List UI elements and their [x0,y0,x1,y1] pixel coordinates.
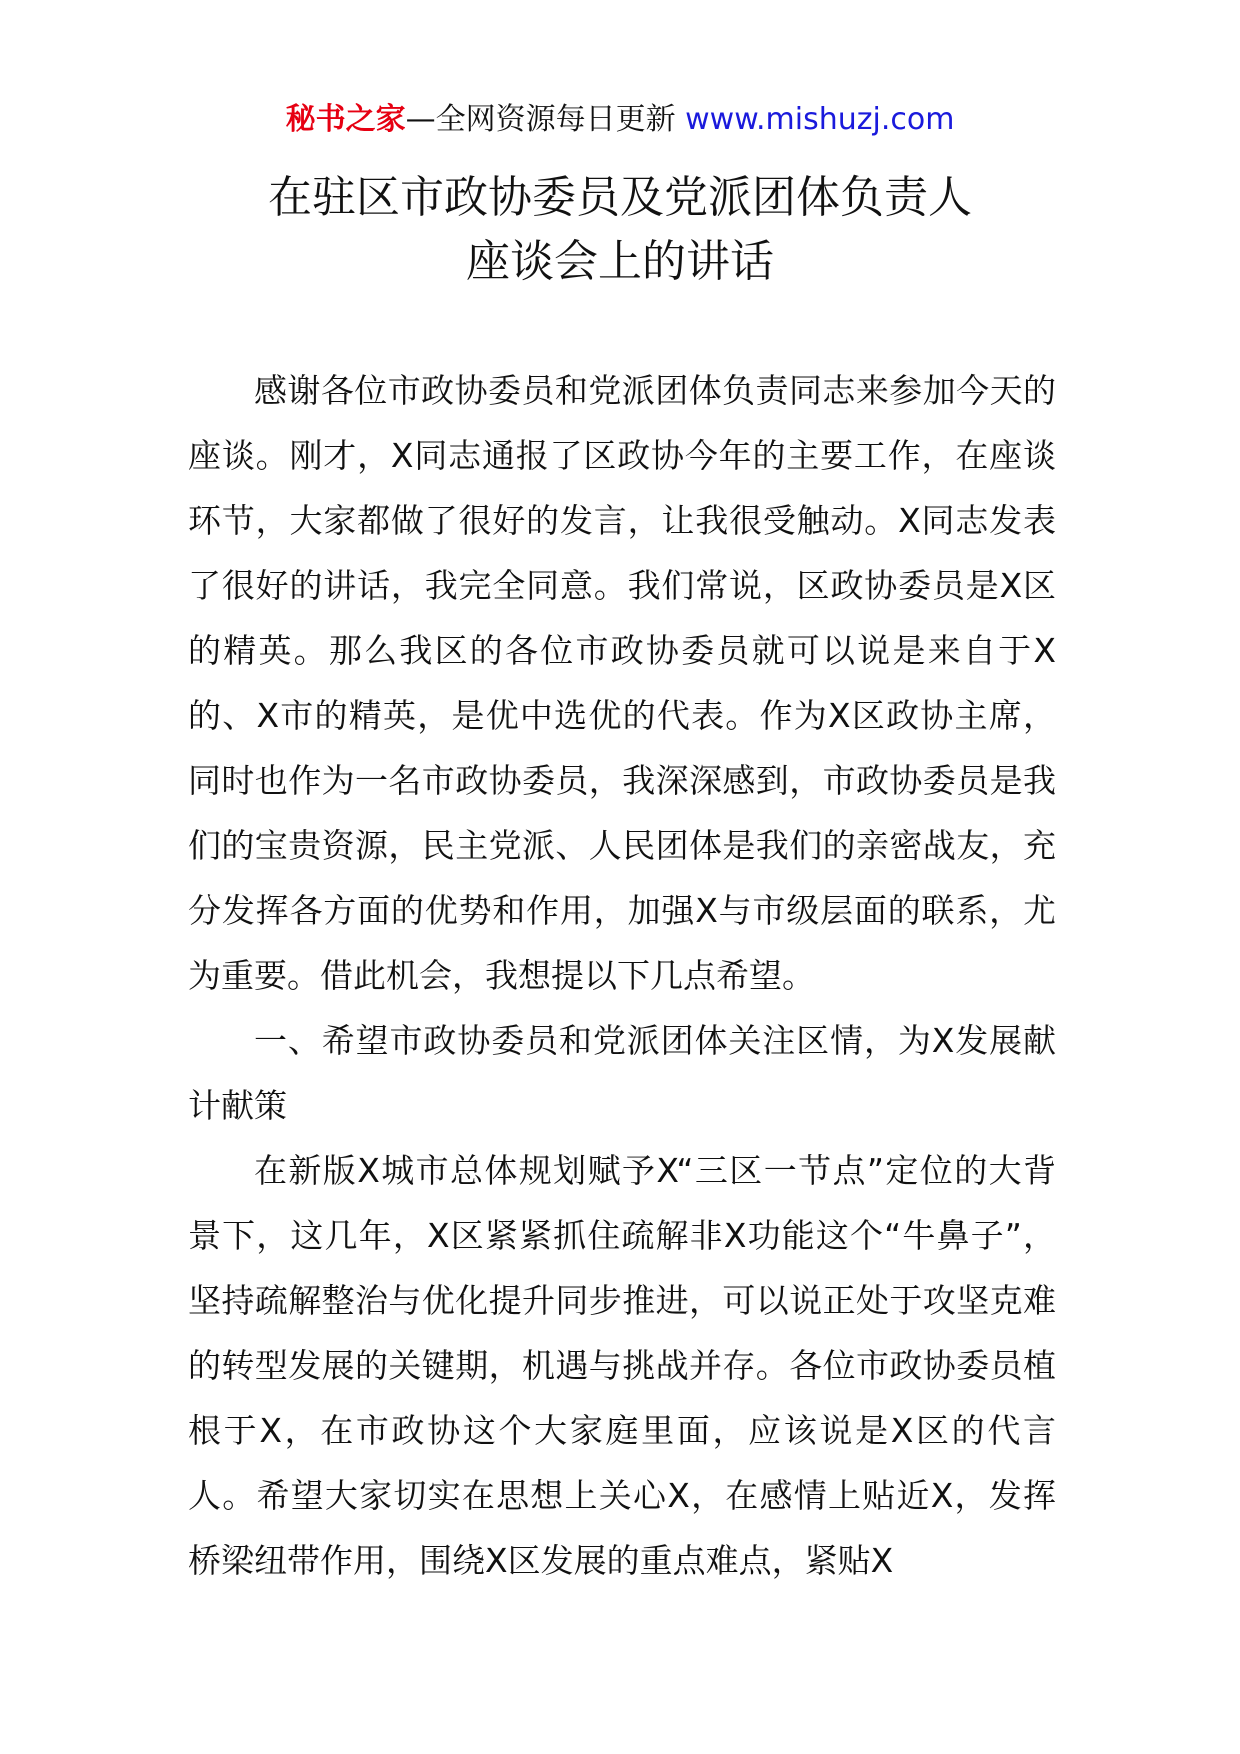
section-heading-1: 一、希望市政协委员和党派团体关注区情，为X发展献计献策 [188,1021,1056,1125]
document-title [0,166,1240,294]
website-url[interactable]: www.mishuzj.com [685,102,955,137]
header-tagline: —全网资源每日更新 [405,102,686,137]
title-line-2: 座谈会上的讲话 [466,236,774,287]
paragraph-section-1: 在新版X城市总体规划赋予X“三区一节点”定位的大背景下，这几年，X区紧紧抓住疏解非X功能这个“牛鼻子”，坚持疏解整治与优化提升同步推进，可以说正处于攻坚克难的转型发展的关键期，机遇与挑战并存。各位市政协委员植根于X，在市政协这个大家庭里面，应该说是X区的代言人。希望大家切实在思想上关心X，在感情上贴近X，发挥桥梁纽带作用，围绕X区发展的重点难点，紧贴X [188,1151,1056,1580]
brand-name: 秘书之家 [285,102,406,137]
site-header [0,100,1240,140]
title-line-1: 在驻区市政协委员及党派团体负责人 [268,172,972,223]
document-body [188,358,1056,1593]
paragraph-intro: 感谢各位市政协委员和党派团体负责同志来参加今天的座谈。刚才，X同志通报了区政协今年的主要工作，在座谈环节，大家都做了很好的发言，让我很受触动。X同志发表了很好的讲话，我完全同意。我们常说，区政协委员是X区的精英。那么我区的各位市政协委员就可以说是来自于X的、X市的精英，是优中选优的代表。作为X区政协主席，同时也作为一名市政协委员，我深深感到，市政协委员是我们的宝贵资源，民主党派、人民团体是我们的亲密战友，充分发挥各方面的优势和作用，加强X与市级层面的联系，尤为重要。借此机会，我想提以下几点希望。 [188,371,1056,995]
